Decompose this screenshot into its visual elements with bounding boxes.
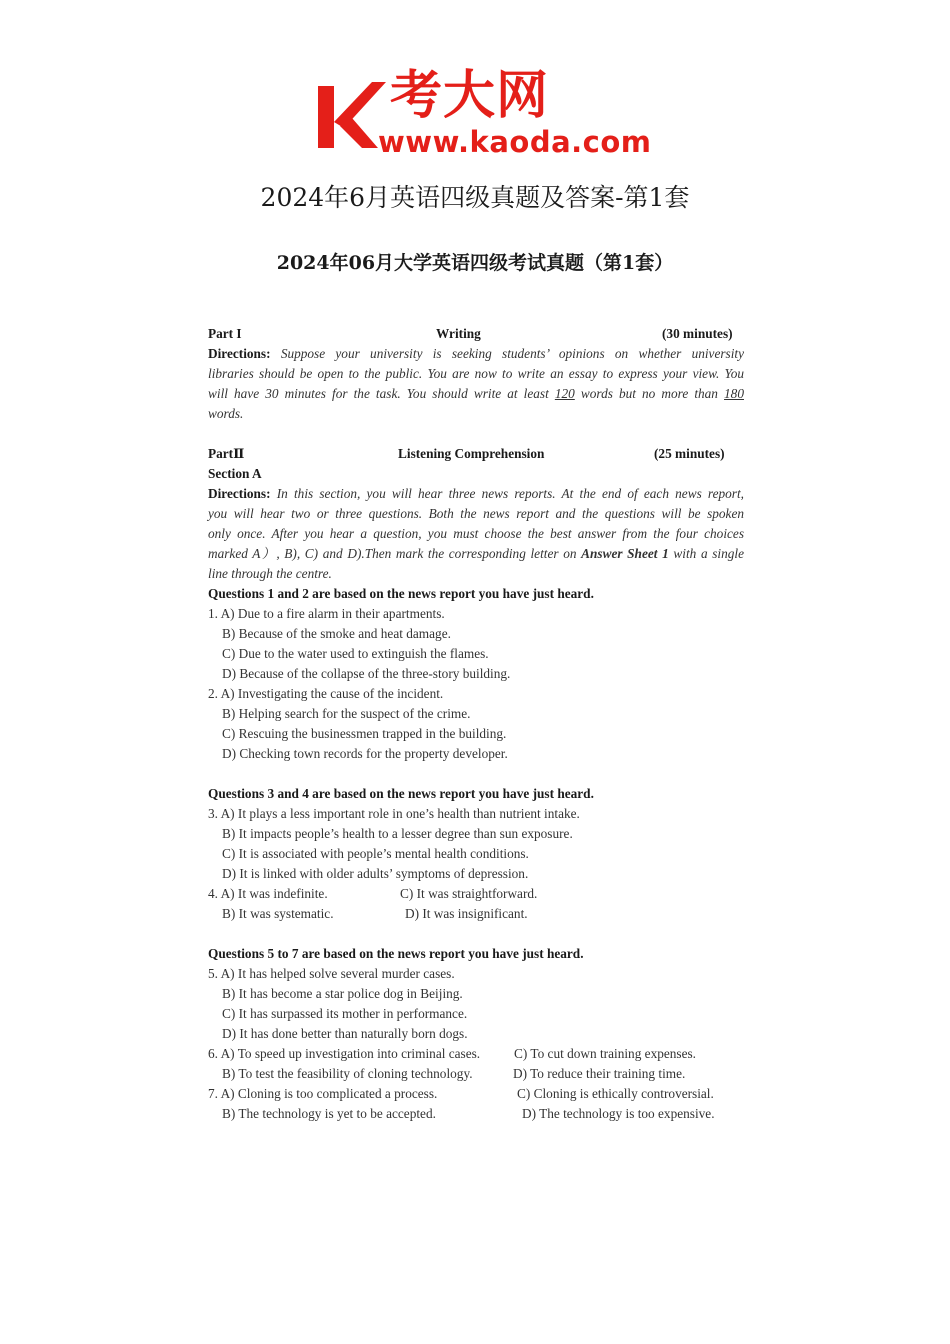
question-option: 1. A) Due to a fire alarm in their apartments. (208, 606, 445, 621)
question-group-heading: Questions 3 and 4 are based on the news report you have just heard. (208, 786, 594, 801)
question-option: B) The technology is yet to be accepted. D) The technology is too expensive. (222, 1106, 715, 1121)
question-option: 5. A) It has helped solve several murder cases. (208, 966, 455, 981)
part1-header (208, 324, 744, 344)
part2-name: Listening Comprehension (398, 446, 545, 461)
question-option: 4. A) It was indefinite. C) It was straightforward. (208, 886, 538, 901)
k-logo-icon (318, 82, 386, 152)
answer-sheet-ref: Answer Sheet 1 (581, 546, 669, 561)
directions-label: Directions: (208, 346, 271, 361)
kaoda-logo (318, 66, 652, 162)
part1-label: Part I (208, 326, 242, 341)
part1-directions-line: libraries should be open to the public. You are now to write an essay to express your view. You (208, 366, 744, 381)
document-title: 2024年6月英语四级真题及答案-第1套 (260, 183, 690, 212)
part2-directions-line: Directions: In this section, you will hear three news reports. At the end of each news report, (208, 486, 744, 501)
part2-directions-line: only once. After you hear a question, you must choose the best answer from the four choices (208, 526, 744, 541)
part1-directions-line: words. (208, 406, 244, 421)
question-option: D) Because of the collapse of the three-story building. (222, 666, 511, 681)
section-a-label: Section A (208, 466, 262, 481)
part1-directions-line: will have 30 minutes for the task. You should write at least 120 words but no more than 180 (208, 386, 744, 401)
part2-header (208, 444, 744, 464)
exam-content (208, 324, 744, 1124)
question-option: B) Because of the smoke and heat damage. (222, 626, 451, 641)
question-option: C) Rescuing the businessmen trapped in the building. (222, 726, 507, 741)
logo-chinese-text: 考大网 (390, 66, 550, 126)
question-option: B) To test the feasibility of cloning technology. D) To reduce their training time. (222, 1066, 686, 1081)
min-words: 120 (554, 386, 575, 401)
question-group-heading: Questions 1 and 2 are based on the news report you have just heard. (208, 586, 594, 601)
question-option: D) Checking town records for the property developer. (222, 746, 508, 761)
part2-directions-line: marked A）, B), C) and D).Then mark the corresponding letter on Answer Sheet 1 with a single (208, 546, 744, 561)
question-option: B) It was systematic. D) It was insignificant. (222, 906, 528, 921)
question-option: D) It is linked with older adults’ symptoms of depression. (222, 866, 529, 881)
max-words: 180 (724, 386, 744, 401)
question-option: B) It impacts people’s health to a lesser degree than sun exposure. (222, 826, 573, 841)
question-option: 7. A) Cloning is too complicated a process. C) Cloning is ethically controversial. (208, 1086, 714, 1101)
question-group-heading: Questions 5 to 7 are based on the news report you have just heard. (208, 946, 584, 961)
question-option: B) Helping search for the suspect of the crime. (222, 706, 471, 721)
part1-directions-line: Directions: Suppose your university is seeking students’ opinions on whether university (208, 346, 745, 361)
logo-url-text: www.kaoda.com (378, 125, 652, 159)
part2-directions-line: line through the centre. (208, 566, 332, 581)
document-subtitle: 2024年06月大学英语四级考试真题（第1套） (276, 252, 674, 274)
question-option: C) Due to the water used to extinguish the flames. (222, 646, 489, 661)
part1-name: Writing (436, 326, 481, 341)
question-option: D) It has done better than naturally born dogs. (222, 1026, 468, 1041)
question-option: C) It is associated with people’s mental health conditions. (222, 846, 529, 861)
question-option: 2. A) Investigating the cause of the incident. (208, 686, 444, 701)
part2-directions-line: you will hear two or three questions. Both the news report and the questions will be spoken (208, 506, 744, 521)
part2-label: PartⅡ (208, 446, 245, 461)
question-option: C) It has surpassed its mother in performance. (222, 1006, 468, 1021)
part2-time: (25 minutes) (654, 446, 725, 461)
question-option: 3. A) It plays a less important role in one’s health than nutrient intake. (208, 806, 580, 821)
part1-time: (30 minutes) (662, 326, 733, 341)
question-option: B) It has become a star police dog in Beijing. (222, 986, 463, 1001)
question-option: 6. A) To speed up investigation into criminal cases. C) To cut down training expenses. (208, 1046, 696, 1061)
